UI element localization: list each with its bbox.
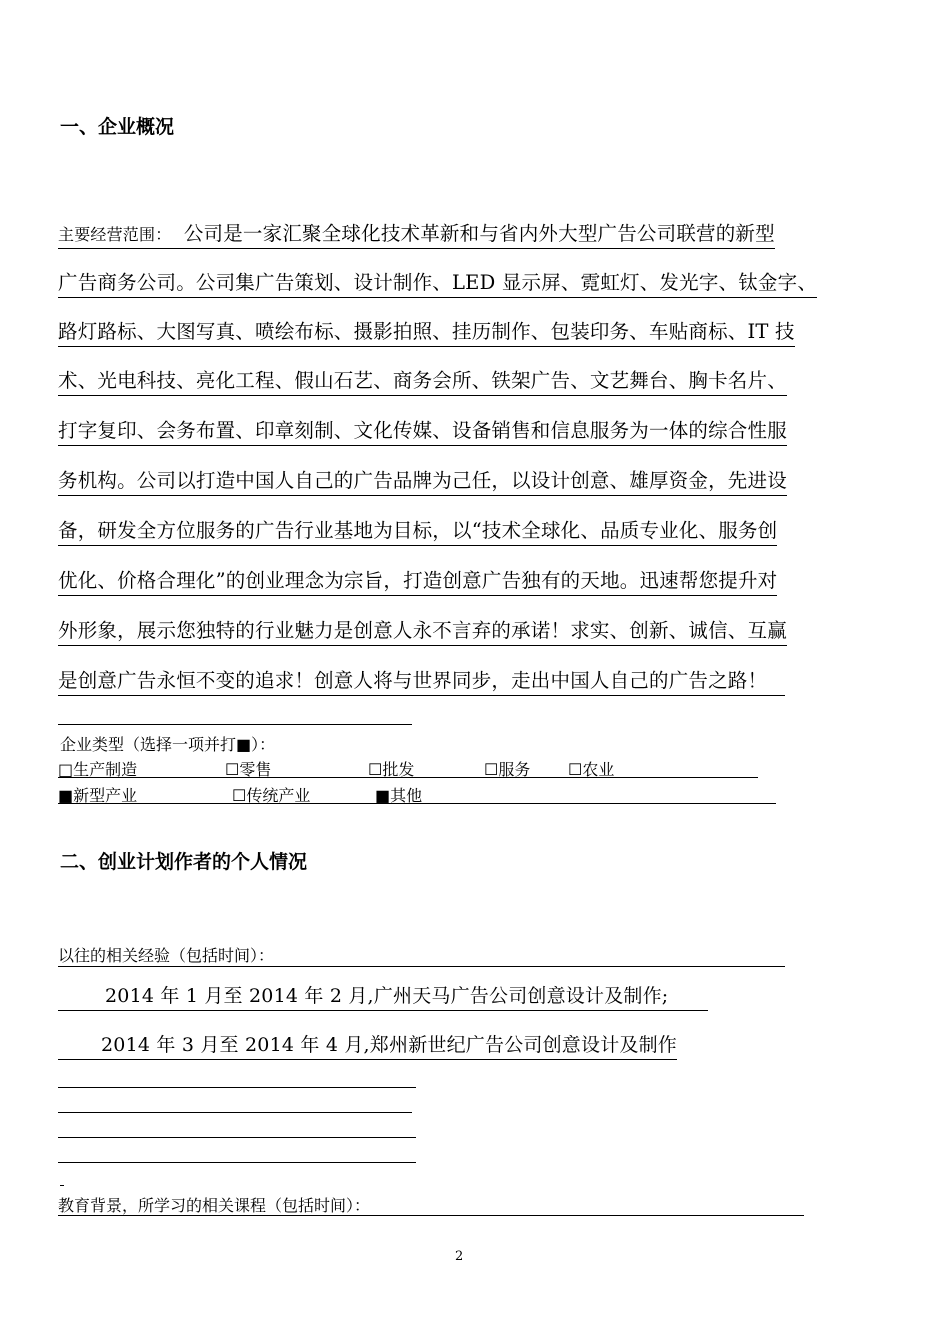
- scope-line-1: [58, 220, 775, 249]
- scope-line-9: 外形象，展示您独特的行业魅力是创意人永不言弃的承诺！求实、创新、诚信、互赢: [58, 617, 787, 646]
- scope-line-5: 打字复印、会务布置、印章刻制、文化传媒、设备销售和信息服务为一体的综合性服: [58, 417, 787, 446]
- checkbox-icon[interactable]: □: [58, 760, 74, 779]
- checkbox-icon[interactable]: ☐: [232, 786, 247, 805]
- scope-line-10: 是创意广告永恒不变的追求！创意人将与世界同步，走出中国人自己的广告之路！: [58, 667, 785, 696]
- scope-line-4: 术、光电科技、亮化工程、假山石艺、商务会所、铁架广告、文艺舞台、胸卡名片、: [58, 367, 787, 396]
- education-label: 教育背景，所学习的相关课程（包括时间）：: [58, 1196, 371, 1215]
- type-option-traditional-industry[interactable]: ☐传统产业: [232, 786, 311, 805]
- scope-line-3: 路灯路标、大图写真、喷绘布标、摄影拍照、挂历制作、包装印务、车贴商标、IT 技: [58, 318, 795, 347]
- type-option-service[interactable]: ☐服务: [484, 760, 531, 779]
- experience-line-1: 2014 年 1 月至 2014 年 2 月,广州天马广告公司创意设计及制作;: [58, 982, 708, 1011]
- checkbox-icon[interactable]: ☐: [568, 760, 583, 779]
- scope-line-2: 广告商务公司。公司集广告策划、设计制作、LED 显示屏、霓虹灯、发光字、钛金字、: [58, 269, 817, 298]
- section-2-heading: 二、创业计划作者的个人情况: [60, 851, 308, 873]
- experience-label: 以往的相关经验（包括时间）：: [58, 946, 275, 965]
- type-option-retail[interactable]: ☐零售: [225, 760, 272, 779]
- type-option-manufacturing[interactable]: □生产制造: [58, 760, 138, 779]
- checked-box-icon[interactable]: ■: [58, 786, 74, 805]
- blank-line-1: [58, 1087, 416, 1088]
- checkbox-icon[interactable]: ☐: [225, 760, 240, 779]
- scope-line-8: 优化、价格合理化”的创业理念为宗旨，打造创意广告独有的天地。迅速帮您提升对: [58, 567, 777, 596]
- education-label-underline: [58, 1215, 804, 1216]
- blank-line-4: [58, 1162, 416, 1163]
- small-mark: [60, 1185, 64, 1186]
- experience-line-2: 2014 年 3 月至 2014 年 4 月,郑州新世纪广告公司创意设计及制作: [58, 1031, 677, 1060]
- scope-text-1: 公司是一家汇聚全球化技术革新和与省内外大型广告公司联营的新型: [183, 222, 775, 245]
- type-option-new-industry[interactable]: ■新型产业: [58, 786, 138, 805]
- blank-underline: [58, 724, 412, 725]
- type-option-agriculture[interactable]: ☐农业: [568, 760, 615, 779]
- section-1-heading: 一、企业概况: [60, 116, 175, 138]
- scope-line-7: 备，研发全方位服务的广告行业基地为目标，以“技术全球化、品质专业化、服务创: [58, 517, 777, 546]
- checkbox-icon[interactable]: ☐: [368, 760, 383, 779]
- checked-box-icon[interactable]: ■: [375, 786, 391, 805]
- scope-label: 主要经营范围：: [58, 225, 172, 244]
- page-number: 2: [455, 1249, 464, 1264]
- enterprise-type-label: 企业类型（选择一项并打■）：: [60, 735, 276, 754]
- blank-line-2: [58, 1112, 412, 1113]
- checkbox-icon[interactable]: ☐: [484, 760, 499, 779]
- experience-label-underline: [58, 966, 785, 967]
- type-option-other[interactable]: ■其他: [375, 786, 423, 805]
- scope-line-6: 务机构。公司以打造中国人自己的广告品牌为己任，以设计创意、雄厚资金，先进设: [58, 467, 787, 496]
- type-option-wholesale[interactable]: ☐批发: [368, 760, 415, 779]
- blank-line-3: [58, 1137, 416, 1138]
